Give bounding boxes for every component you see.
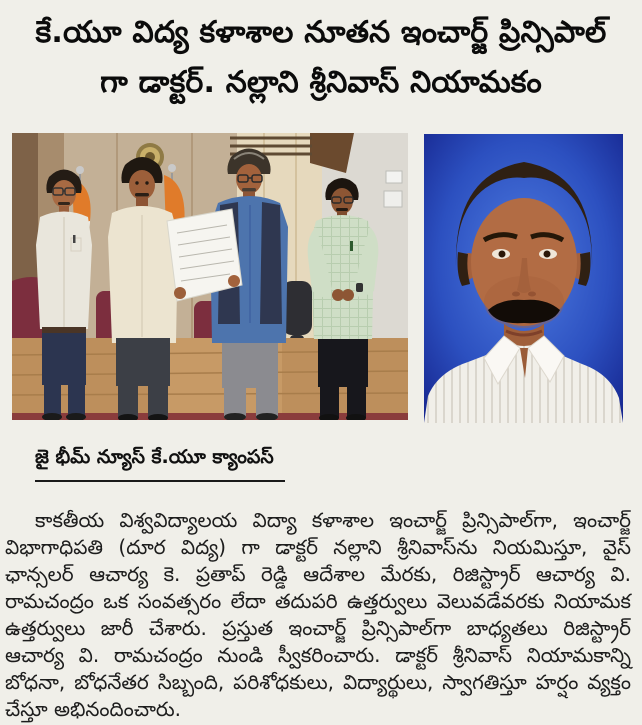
byline: జై భీమ్ న్యూస్ కే.యూ క్యాంపస్ [35, 446, 285, 482]
portrait-photo-graphic [424, 134, 623, 423]
headline-line-2: గా డాక్టర్. నల్లాని శ్రీనివాస్ నియామకం [100, 65, 542, 100]
headline-line-1: కే.యూ విద్య కళాశాల నూతన ఇంచార్జ్ ప్రిన్సిపాల్ [35, 15, 607, 50]
appointment-letter [167, 209, 242, 301]
portrait-photo [424, 134, 623, 423]
article-body: కాకతీయ విశ్వవిద్యాలయ విద్యా కళాశాల ఇంచార్జ్ ప్రిన్సిపాల్‌గా, ఇంచార్జ్ విభాగాధిపతి (దూర విద్య) గా డాక్టర్ నల్లాని శ్రీనివాస్‌ను నియమిస్తూ, వైస్ ఛాన్సలర్ ఆచార్య కె. ప్రతాప్ రెడ్డి ఆదేశాల మేరకు, రిజిస్ట్రార్ ఆచార్య వి. రామచంద్రం ఒక సంవత్సరం లేదా తదుపరి ఉత్తర్వులు వెలువడేవరకు నియామక ఉత్తర్వులు జారీ చేశారు. ప్రస్తుత ఇంచార్జ్ ప్రిన్సిపాల్‌గా బాధ్యతలు రిజిస్ట్రార్ ఆచార్య వి. రామచంద్రం నుండి స్వీకరించారు. డాక్టర్ శ్రీనివాస్ నియామకాన్ని బోధనా, బోధనేతర సిబ్బంది, పరిశోధకులు, విద్యార్థులు, స్వాగతిస్తూ హర్షం వ్యక్తం చేస్తూ అభినందించారు. [5, 508, 631, 721]
group-photo-graphic [12, 133, 408, 420]
group-photo [12, 133, 408, 420]
article-headline [0, 8, 642, 108]
